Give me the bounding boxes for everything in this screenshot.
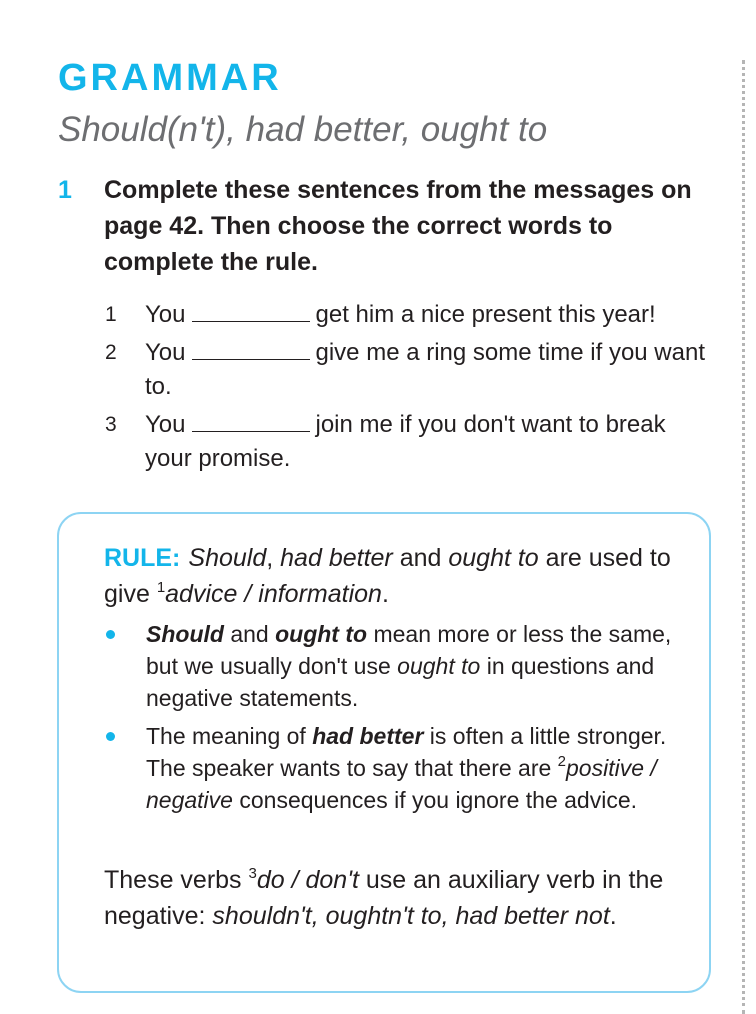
rule-bullets [104, 618, 674, 822]
text: The meaning of [146, 723, 313, 749]
bullet-item [104, 720, 674, 816]
text: in questions and negative statements. [146, 653, 655, 711]
sentence-text [145, 298, 656, 332]
sentence-item [105, 336, 705, 404]
sentence-item [105, 298, 705, 332]
choice-number-1: 1 [156, 579, 166, 596]
bullet-dot-icon [104, 618, 146, 714]
choice-3[interactable]: do / don't [256, 866, 359, 894]
term-had-better: had better [312, 723, 424, 749]
sentence-item [105, 408, 705, 476]
task-text: Complete these sentences from the messages on page 42. Then choose the correct words to complete the rule. [104, 176, 692, 276]
choice-1[interactable]: advice / information [165, 580, 382, 608]
bullet-dot-icon [104, 720, 146, 816]
rule-intro [104, 540, 684, 612]
term-ought-to: ought to [275, 621, 368, 647]
term-should: Should [188, 544, 267, 572]
text: , [266, 544, 281, 572]
text: and [223, 621, 276, 647]
term-should: Should [146, 621, 224, 647]
sentence-list [105, 298, 705, 480]
choice-2[interactable]: positive / negative [146, 755, 657, 813]
answer-blank[interactable] [192, 299, 310, 322]
sentence-start: You [145, 301, 186, 328]
task-instruction [58, 172, 708, 280]
text: is often a little stronger. The speaker wants to say that there are [146, 723, 667, 781]
text: and [392, 544, 449, 572]
sentence-end: join me if you don't want to break your promise. [145, 411, 666, 472]
text: mean more or less the same, but we usually don't use [146, 621, 672, 679]
bullet-item [104, 618, 674, 714]
choice-number-2: 2 [557, 753, 567, 770]
sentence-text [145, 408, 705, 476]
text: are used to give [104, 544, 671, 608]
answer-blank[interactable] [192, 409, 310, 432]
sentence-number: 2 [105, 341, 117, 364]
rule-closing [104, 862, 664, 934]
bullet-text [146, 618, 674, 714]
sentence-end: get him a nice present this year! [315, 301, 656, 328]
sentence-number: 1 [105, 303, 117, 326]
text: use an auxiliary verb in the negative: [104, 866, 664, 930]
task-number: 1 [58, 176, 72, 204]
sentence-end: give me a ring some time if you want to. [145, 339, 705, 400]
answer-blank[interactable] [192, 337, 310, 360]
term-ought-to: ought to [397, 653, 481, 679]
rule-label: RULE: [104, 544, 181, 572]
sentence-start: You [145, 339, 186, 366]
text: These verbs [104, 866, 249, 894]
section-subheading: Should(n't), had better, ought to [58, 110, 548, 149]
text: consequences if you ignore the advice. [232, 787, 638, 813]
choice-number-3: 3 [248, 865, 257, 882]
text: . [381, 580, 389, 608]
page-margin-dotted-line [742, 60, 745, 1014]
section-heading: GRAMMAR [58, 57, 282, 99]
term-ought-to: ought to [448, 544, 539, 572]
sentence-number: 3 [105, 413, 117, 436]
sentence-start: You [145, 411, 186, 438]
negative-forms: shouldn't, oughtn't to, had better not [212, 902, 610, 930]
term-had-better: had better [280, 544, 393, 572]
sentence-text [145, 336, 705, 404]
text: . [609, 902, 617, 930]
bullet-text [146, 720, 674, 816]
